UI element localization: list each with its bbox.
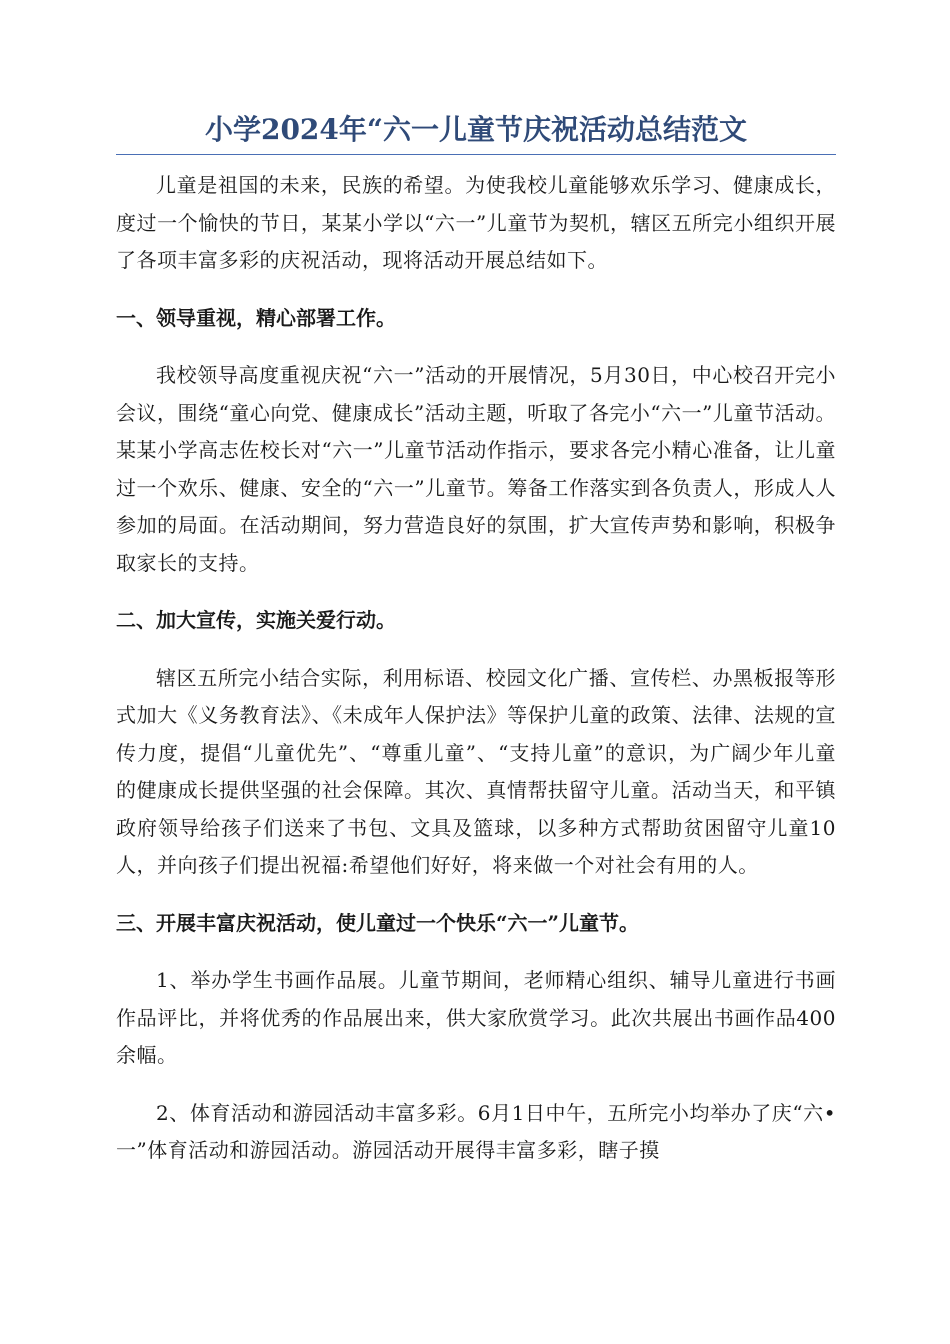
title-underline xyxy=(116,154,836,155)
section-3-heading: 三、开展丰富庆祝活动，使儿童过一个快乐“六一”儿童节。 xyxy=(116,910,640,935)
section-3-item-1: 1、举办学生书画作品展。儿童节期间，老师精心组织、辅导儿童进行书画作品评比，并将优秀的作品展出来，供大家欣赏学习。此次共展出书画作品400余幅。 xyxy=(116,968,836,1067)
intro-paragraph: 儿童是祖国的未来，民族的希望。为使我校儿童能够欢乐学习、健康成长，度过一个愉快的节日，某某小学以“六一”儿童节为契机，辖区五所完小组织开展了各项丰富多彩的庆祝活动，现将活动开展总结如下。 xyxy=(116,173,836,272)
section-1-heading: 一、领导重视，精心部署工作。 xyxy=(116,305,396,330)
document-page xyxy=(116,108,836,1190)
section-3-item-2: 2、体育活动和游园活动丰富多彩。6月1日中午，五所完小均举办了庆“六•一”体育活动和游园活动。游园活动开展得丰富多彩，瞎子摸 xyxy=(116,1100,836,1162)
section-2-paragraph: 辖区五所完小结合实际，利用标语、校园文化广播、宣传栏、办黑板报等形式加大《义务教育法》、《未成年人保护法》等保护儿童的政策、法律、法规的宣传力度，提倡“儿童优先”、“尊重儿童”、“支持儿童”的意识，为广阔少年儿童的健康成长提供坚强的社会保障。其次、真情帮扶留守儿童。活动当天，和平镇政府领导给孩子们送来了书包、文具及篮球，以多种方式帮助贫困留守儿童10人，并向孩子们提出祝福:希望他们好好，将来做一个对社会有用的人。 xyxy=(116,665,836,877)
section-1-paragraph: 我校领导高度重视庆祝“六一”活动的开展情况，5月30日，中心校召开完小会议，围绕“童心向党、健康成长”活动主题，听取了各完小“六一”儿童节活动。某某小学高志佐校长对“六一”儿童节活动作指示，要求各完小精心准备，让儿童过一个欢乐、健康、安全的“六一”儿童节。筹备工作落实到各负责人，形成人人参加的局面。在活动期间，努力营造良好的氛围，扩大宣传声势和影响，积极争取家长的支持。 xyxy=(116,363,836,575)
section-2-heading: 二、加大宣传，实施关爱行动。 xyxy=(116,608,396,632)
document-title: 小学2024年“六一儿童节庆祝活动总结范文 xyxy=(204,113,748,146)
